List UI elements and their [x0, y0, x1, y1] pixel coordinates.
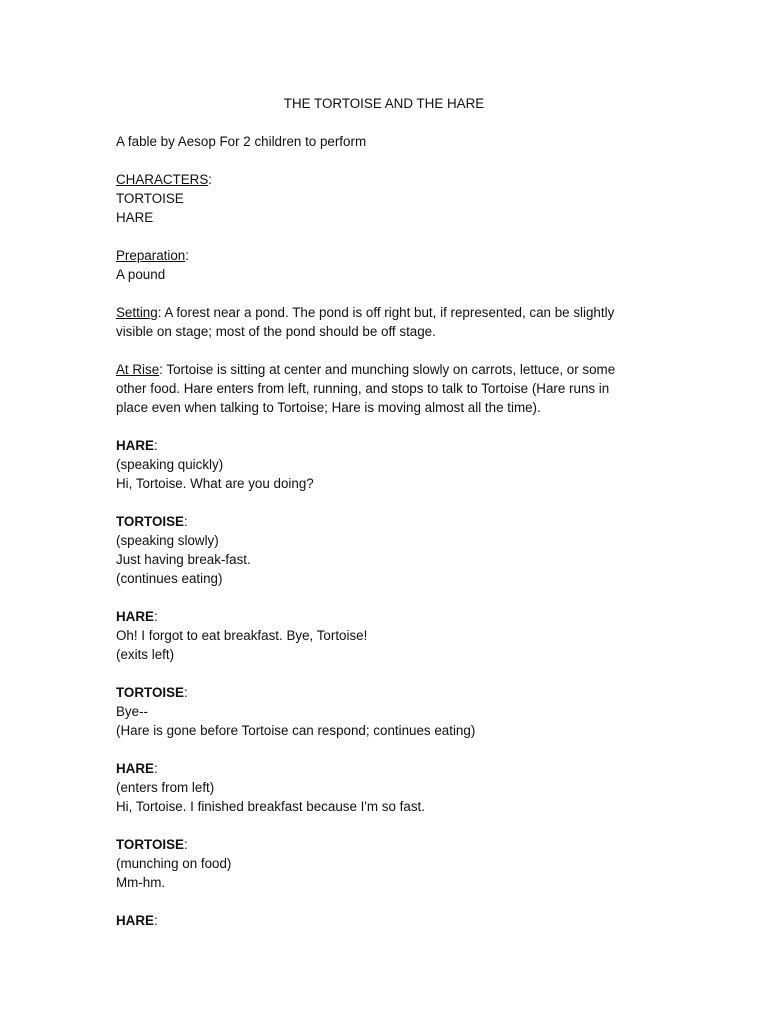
- dialogue-line: Mm-hm.: [116, 875, 166, 890]
- dialogue-line: (Hare is gone before Tortoise can respond; continues eating): [116, 723, 476, 738]
- speaker-line: [116, 436, 656, 455]
- colon: :: [185, 248, 189, 263]
- colon: :: [183, 514, 188, 529]
- speaker-line: [116, 512, 656, 531]
- characters-heading-line: [116, 170, 656, 189]
- document-title: THE TORTOISE AND THE HARE: [283, 96, 485, 111]
- dialogue-entry: [116, 436, 656, 512]
- speaker-line: [116, 759, 656, 778]
- preparation-text: A pound: [116, 267, 166, 282]
- colon: :: [153, 913, 158, 928]
- spacer: [116, 227, 656, 246]
- speaker-line: [116, 607, 656, 626]
- dialogue-line: (continues eating): [116, 571, 223, 586]
- setting-line-2: visible on stage; most of the pond should be off stage.: [116, 324, 436, 339]
- colon: :: [153, 609, 158, 624]
- dialogue-block: [116, 436, 656, 930]
- speaker-name: HARE: [116, 609, 154, 624]
- spacer: [116, 740, 656, 759]
- at-rise-line-2: other food. Hare enters from left, running, and stops to talk to Tortoise (Hare runs in: [116, 381, 610, 396]
- dialogue-line: (enters from left): [116, 780, 215, 795]
- dialogue-entry: [116, 911, 656, 930]
- spacer: [116, 341, 656, 360]
- preparation-heading: Preparation: [116, 248, 186, 263]
- dialogue-line: Hi, Tortoise. What are you doing?: [116, 476, 314, 491]
- speaker-name: HARE: [116, 913, 154, 928]
- dialogue-entry: [116, 607, 656, 683]
- spacer: [116, 151, 656, 170]
- speaker-line: [116, 683, 656, 702]
- colon: :: [153, 761, 158, 776]
- character-tortoise: TORTOISE: [116, 191, 184, 206]
- dialogue-entry: [116, 835, 656, 911]
- at-rise-text-1: : Tortoise is sitting at center and munching slowly on carrots, lettuce, or some: [159, 362, 616, 377]
- speaker-line: [116, 835, 656, 854]
- spacer: [116, 493, 656, 512]
- setting-heading: Setting: [116, 305, 158, 320]
- dialogue-line: (speaking slowly): [116, 533, 219, 548]
- spacer: [116, 816, 656, 835]
- dialogue-line: Bye--: [116, 704, 148, 719]
- speaker-name: TORTOISE: [116, 514, 184, 529]
- colon: :: [208, 172, 212, 187]
- colon: :: [183, 685, 188, 700]
- spacer: [116, 664, 656, 683]
- at-rise-heading: At Rise: [116, 362, 160, 377]
- speaker-line: [116, 911, 656, 930]
- colon: :: [153, 438, 158, 453]
- dialogue-line: (exits left): [116, 647, 175, 662]
- preparation-heading-line: [116, 246, 656, 265]
- character-hare: HARE: [116, 210, 154, 225]
- spacer: [116, 284, 656, 303]
- dialogue-line: Oh! I forgot to eat breakfast. Bye, Tortoise!: [116, 628, 368, 643]
- spacer: [116, 892, 656, 911]
- dialogue-entry: [116, 759, 656, 835]
- speaker-name: HARE: [116, 761, 154, 776]
- spacer: [116, 588, 656, 607]
- dialogue-line: Hi, Tortoise. I finished breakfast because I'm so fast.: [116, 799, 425, 814]
- setting-text-1: : A forest near a pond. The pond is off right but, if represented, can be slightly: [157, 305, 615, 320]
- dialogue-line: (munching on food): [116, 856, 232, 871]
- at-rise-line-3: place even when talking to Tortoise; Hare is moving almost all the time).: [116, 400, 541, 415]
- at-rise-line-1: [116, 360, 656, 379]
- colon: :: [183, 837, 188, 852]
- dialogue-line: (speaking quickly): [116, 457, 224, 472]
- speaker-name: TORTOISE: [116, 837, 184, 852]
- speaker-name: HARE: [116, 438, 154, 453]
- dialogue-entry: [116, 512, 656, 607]
- dialogue-line: Just having break-fast.: [116, 552, 251, 567]
- speaker-name: TORTOISE: [116, 685, 184, 700]
- dialogue-entry: [116, 683, 656, 759]
- setting-line-1: [116, 303, 656, 322]
- characters-heading: CHARACTERS: [116, 172, 209, 187]
- document-page: [116, 94, 656, 930]
- spacer: [116, 113, 656, 132]
- spacer: [116, 417, 656, 436]
- subtitle: A fable by Aesop For 2 children to perform: [116, 134, 367, 149]
